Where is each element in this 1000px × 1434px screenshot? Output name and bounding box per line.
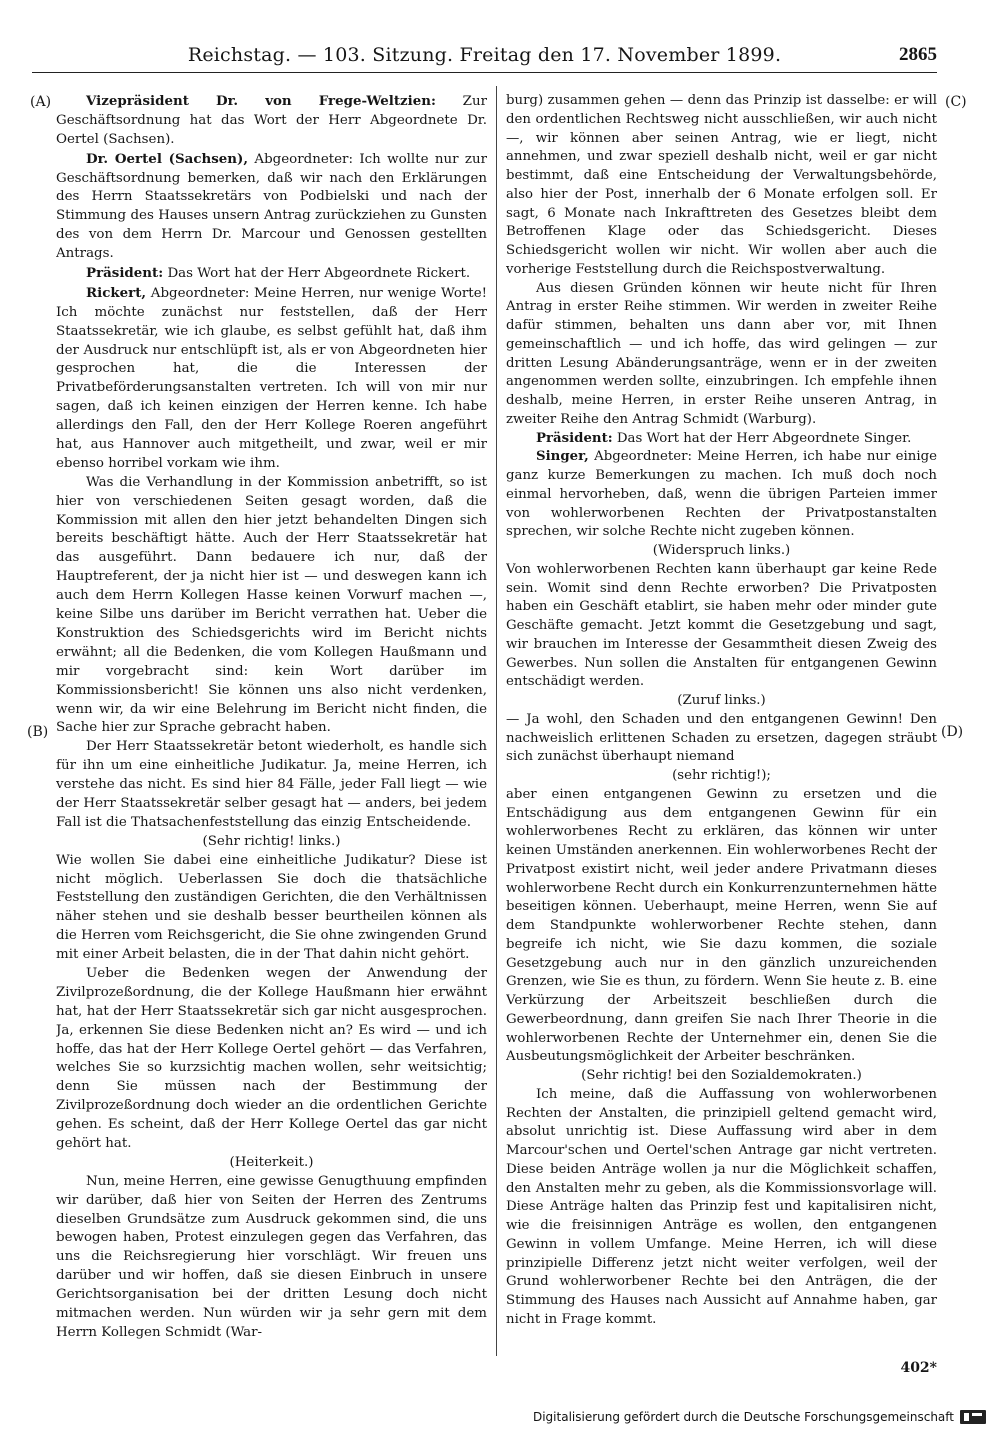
paragraph-text: Wie wollen Sie dabei eine einheitliche Judikatur? Diese ist nicht möglich. Ueberlassen Sie doch die thatsächliche Feststellung den zuständigen Gerichten, die den Verhältnissen näher stehen und sie deshalb besser beurtheilen können als die Herren vom Reichsgericht, die Sie ohne zwingenden Grund mit einer Arbeit belasten, die in der That dahin nicht gehört. [56, 852, 487, 963]
paragraph [506, 92, 937, 280]
interjection [506, 692, 937, 711]
paragraph-text: Was die Verhandlung in der Kommission anbetrifft, so ist hier von verschiedenen Seiten gesagt worden, daß die Kommission mit allen den hier jetzt behandelten Dingen sich bereits beschäftigt hätte. Auch der Herr Staatssekretär hat das ausgeführt. Dann bedauere ich nur, daß der Hauptreferent, der ja nicht hier ist — und deswegen kann ich auch dem Herrn Kollegen Hasse keinen Vorwurf machen —, keine Silbe uns darüber im Bericht verrathen hat. Ueber die Konstruktion des Schiedsgerichts wird im Bericht nichts erwähnt; all die Bedenken, die vom Kollegen Haußmann und mir vorgebracht sind: kein Wort darüber im Kommissionsbericht! Sie können uns also nicht verdenken, wenn wir, da wir eine Belehrung im Bericht nicht finden, die Sache hier zur Sprache gebracht haben. [56, 474, 487, 736]
paragraph [506, 448, 937, 542]
paragraph [506, 1086, 937, 1330]
speaker-name: Dr. Oertel (Sachsen), [86, 150, 249, 167]
speaker-name: Vizepräsident Dr. von Frege-Weltzien: [86, 93, 436, 109]
interjection [506, 1067, 937, 1086]
paragraph-text: — Ja wohl, den Schaden und den entgangenen Gewinn! Den nachweislich erlittenen Schaden zu ersetzen, dagegen sträubt sich zunächst überhaupt niemand [506, 711, 937, 765]
paragraph-text: Das Wort hat der Herr Abgeordnete Rickert. [163, 266, 471, 282]
paragraph [56, 284, 487, 474]
speaker-name: Rickert, [86, 284, 147, 301]
footer [533, 1410, 986, 1424]
paragraph [506, 786, 937, 1067]
speaker-name: Präsident: [86, 265, 164, 282]
paragraph [56, 264, 487, 284]
paragraph [56, 474, 487, 738]
paragraph-text: Ueber die Bedenken wegen der Anwendung der Zivilprozeßordnung, die der Kollege Haußmann hier erwähnt hat, hat der Herr Staatssekretär sich gar nicht ausgesprochen. Ja, erkennen Sie diese Bedenken nicht an? Es wird — und ich hoffe, das hat der Herr Kollege Oertel gehört — das Verfahren, welches Sie so kurzsichtig machen wollen, sehr weitsichtig; denn Sie müssen nach der Bestimmung der Zivilprozeßordnung doch wieder an die ordentlichen Gerichte gehen. Es scheint, daß der Herr Kollege Oertel das gar nicht gehört hat. [56, 965, 487, 1151]
paragraph-text: Abgeordneter: Meine Herren, nur wenige Worte! Ich möchte zunächst nur feststellen, daß der Herr Staatssekretär, wie ich glaube, es selbst gefühlt hat, daß ihm der Ausdruck nur entschlüpft ist, als er von Abgeordneten hier gesprochen hat, die die Interessen der Privatbeförderungsanstalten vertreten. Ich will von mir nur sagen, daß ich keinen einzigen der Herren kenne. Ich habe allerdings den Fall, den der Herr Kollege Roeren angeführt hat, aus Hannover auch mitgetheilt, und zwar, weil er mir ebenso horribel vorkam wie ihm. [56, 285, 487, 471]
margin-marker-a: (A) [30, 94, 52, 110]
speaker-name: Singer, [536, 449, 589, 465]
paragraph-text: Zur Geschäftsordnung hat das Wort der Herr Abgeordnete Dr. Oertel (Sachsen). [56, 94, 487, 147]
paragraph-text: Abgeordneter: Meine Herren, ich habe nur einige ganz kurze Bemerkungen zu machen. Ich muß doch noch einmal hervorheben, daß, wenn die übrigen Parteien immer von wohlerworbenen Rechten der Privatpostanstalten sprechen, wir solche Rechte nicht zugeben können. [506, 449, 937, 540]
paragraph [56, 738, 487, 832]
interjection [506, 542, 937, 561]
paragraph [56, 92, 487, 150]
paragraph [506, 561, 937, 692]
interjection [56, 833, 487, 852]
paragraph-text: Nun, meine Herren, eine gewisse Genugthuung empfinden wir darüber, daß hier von Seiten der Herren des Zentrums dieselben Grundsätze zum Ausdruck gekommen sind, die uns bewogen haben, Protest einzulegen gegen das Verfahren, das uns die Reichsregierung hier vorschlägt. Wir freuen uns darüber und wir hoffen, daß sie diesen Einbruch in unsere Gerichtsorganisation bei der dritten Lesung doch nicht mitmachen werden. Nun würden wir ja sehr gern mit dem Herrn Kollegen Schmidt (War- [56, 1173, 487, 1340]
paragraph [506, 280, 937, 430]
footer-credit: Digitalisierung gefördert durch die Deutsche Forschungsgemeinschaft [532, 1410, 954, 1424]
paragraph-text: (Zuruf links.) [677, 693, 766, 708]
paragraph-text: Das Wort hat der Herr Abgeordnete Singer. [612, 430, 912, 446]
paragraph-text: (Sehr richtig! bei den Sozialdemokraten.) [581, 1068, 862, 1083]
page-number: 2865 [899, 44, 937, 65]
paragraph-text: Aus diesen Gründen können wir heute nicht für Ihren Antrag in erster Reihe stimmen. Wir werden in zweiter Reihe dafür stimmen, behalten uns dann aber vor, mit Ihnen gemeinschaftlich — und ich hoffe, das wird gelingen — zur dritten Lesung Abänderungsanträge, wenn er in der zweiten angenommen werden sollte, einzubringen. Ich empfehle ihnen deshalb, meine Herren, in erster Reihe unseren Antrag, in zweiter Reihe den Antrag Schmidt (Warburg). [506, 280, 937, 427]
margin-marker-d: (D) [941, 724, 964, 740]
margin-marker-b: (B) [27, 724, 49, 740]
paragraph-text: Der Herr Staatssekretär betont wiederholt, es handle sich für ihn um eine einheitliche Judikatur. Ja, meine Herren, ich verstehe das nicht. Es sind hier 84 Fälle, jeder Fall liegt — wie der Herr Staatssekretär selber gesagt hat — anders, bei jedem Fall ist die Thatsachenfeststellung das einzig Entscheidende. [56, 739, 487, 830]
left-column [56, 92, 487, 1352]
paragraph [506, 430, 937, 449]
dfg-logo-icon [960, 1410, 986, 1424]
paragraph-text: Abgeordneter: Ich wollte nur zur Geschäftsordnung bemerken, daß wir nach den Erklärungen des Herrn Staatssekretärs von Podbielski und nach der Stimmung des Hauses unsern Antrag zurückziehen zu Gunsten des von dem Herrn Dr. Marcour und Genossen gestellten Antrags. [56, 151, 487, 262]
page-header [32, 0, 937, 78]
paragraph [56, 150, 487, 264]
paragraph [56, 1173, 487, 1343]
paragraph-text: (Widerspruch links.) [652, 543, 791, 558]
paragraph-text: (Sehr richtig! links.) [202, 833, 341, 849]
paragraph-text: (Heiterkeit.) [229, 1154, 314, 1170]
paragraph [506, 711, 937, 767]
paragraph-text: aber einen entgangenen Gewinn zu ersetzen und die Entschädigung aus dem entgangenen Gewinn für ein wohlerworbenes Recht zu erklären, das können wir unter keinen Umständen anerkennen. Ein wohlerworbenes Recht der Privatpost existirt nicht, weil jeder andere Privatmann dieses wohlerworbene Recht durch ein Konkurrenzunternehmen hätte beseitigen können. Ueberhaupt, meine Herren, wenn Sie auf dem Standpunkte wohlerworbener Rechte stehen, dann begreife ich nicht, wie Sie dazu kommen, die soziale Gesetzgebung auch nur in den gänzlich unzureichenden Grenzen, wie Sie es thun, zu fördern. Wenn Sie heute z. B. eine Verkürzung der Arbeitszeit beschließen durch die Gewerbeordnung, dann greifen Sie nach Ihrer Theorie in die wohlerworbenen Rechte der Unternehmer ein, denen Sie die Ausbeutungsmöglichkeit der Arbeiter beschränken. [506, 786, 937, 1065]
interjection [56, 1154, 487, 1173]
paragraph-text: (sehr richtig!); [672, 768, 771, 783]
right-column [506, 92, 937, 1352]
header-rule [32, 72, 937, 73]
paragraph [56, 852, 487, 965]
running-head: Reichstag. — 103. Sitzung. Freitag den 17. November 1899. [187, 44, 782, 66]
margin-marker-c: (C) [945, 94, 967, 110]
column-divider [496, 86, 497, 1356]
paragraph-text: Ich meine, daß die Auffassung von wohlerworbenen Rechten der Anstalten, die prinzipiell geltend gemacht wird, absolut unrichtig ist. Diese Auffassung wird aber in dem Marcour'schen und Oertel'schen Antrage gar nicht vertreten. Diese beiden Anträge wollen ja nur die Möglichkeit schaffen, den Anstalten mehr zu geben, als die Kommissionsvorlage will. Diese Anträge halten das Prinzip fest und kapitalisiren nicht, wie die freisinnigen Anträge es wollen, den entgangenen Gewinn in vollem Umfange. Meine Herren, ich will diese prinzipielle Differenz jetzt nicht weiter verfolgen, weil der Grund wohlerworbener Rechte bei den Anträgen, die der Stimmung des Hauses nach Aussicht auf Annahme haben, gar nicht in Frage kommt. [506, 1086, 937, 1327]
paragraph [56, 965, 487, 1154]
sheet-signature: 402* [900, 1360, 937, 1376]
interjection [506, 767, 937, 786]
paragraph-text: Von wohlerworbenen Rechten kann überhaupt gar keine Rede sein. Womit sind denn Rechte erworben? Die Privatposten haben ein Geschäft etablirt, sie haben mehr oder minder gute Geschäfte gemacht. Jetzt kommt die Gesetzgebung und sagt, wir brauchen im Interesse der Gesammtheit diesen Zweig des Gewerbes. Nun sollen die Anstalten für entgangenen Gewinn entschädigt werden. [506, 561, 937, 690]
paragraph-text: burg) zusammen gehen — denn das Prinzip ist dasselbe: er will den ordentlichen Rechtsweg nicht ausschließen, wir auch nicht —, wir können aber seinen Antrag, wie er liegt, nicht annehmen, und zwar speziell deshalb nicht, weil er gar nicht bestimmt, daß eine Entscheidung der Verwaltungsbehörde, also hier der Post, innerhalb der 6 Monate erfolgen soll. Er sagt, 6 Monate nach Inkrafttreten des Gesetzes bleibt dem Betroffenen Klage oder das Schiedsgericht. Dieses Schiedsgericht wollen wir nicht. Wir wollen aber auch die vorherige Feststellung durch die Reichspostverwaltung. [506, 93, 937, 277]
speaker-name: Präsident: [536, 430, 613, 446]
